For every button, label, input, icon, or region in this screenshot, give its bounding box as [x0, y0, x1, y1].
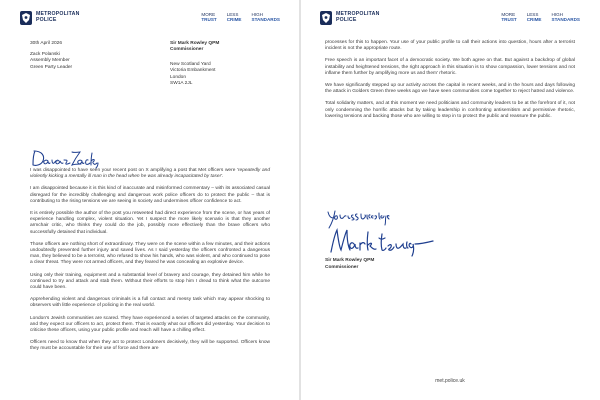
paragraph: London's Jewish communities are scared. They have experienced a series of targeted attacks on the community, and they expect our officers to act, protect them. That is exactly what our officers did yesterday. Your decision to criticise these officers, using your public profile and reach will have a chilling effect. — [30, 315, 270, 334]
motto: LESS CRIME — [226, 12, 242, 22]
paragraph: Apprehending violent and dangerous criminals is a full contact and messy task which may appear shocking to observers with little experience of policing in the real world. — [30, 297, 270, 309]
sender-address: New Scotland Yard Victoria Embankment London SW1A 2JL — [170, 62, 216, 87]
motto: MORE TRUST — [201, 12, 217, 22]
paragraph: Those officers are nothing short of extraordinary. They were on the scene within a few minutes, and their actions undoubtedly prevented further injury and saved lives. As I said yesterday the officers confronted a dangerous man, they believed to be a terrorist, who refused to show his hands, who was violent, and who continued to pose a clear threat. They were not armed officers, and they feared he was concealing an explosive device. — [30, 241, 270, 266]
motto: HIGH STANDARDS — [551, 12, 580, 22]
paragraph: Using only their training, equipment and a substantial level of bravery and courage, they detained him while he continued to try and attack and stab them. Without their efforts to stop him I dread to think what the outcome could have been. — [30, 272, 270, 291]
letter-page-2 — [300, 0, 600, 400]
paragraph: I was disappointed to have seen your recent post on X amplifying a post that Met officers were 'repeatedly and violently kicking a mentally ill man in the head when he was already incapacitated by taser'. — [30, 168, 270, 180]
brand-mottos — [491, 12, 580, 22]
sender-block — [170, 41, 280, 54]
paragraph: We have significantly stepped up our activity across the capital in recent weeks, and in the hours and days following the attack in Golders Green three weeks ago we have seen communities come together to reject hatred and violence. — [325, 83, 575, 95]
crest-icon — [320, 11, 332, 25]
motto: HIGH STANDARDS — [251, 12, 280, 22]
motto: MORE TRUST — [501, 12, 517, 22]
paragraph: Free speech is an important facet of a democratic society. We both agree on that. But against a backdrop of global instability and heightened tensions, the right approach in this situation is to show compassion, lower tensions and not inflame them further by amplifying more us and them' rhetoric. — [325, 58, 575, 76]
paragraph: It is entirely possible the author of the post you retweeted had direct experience from the scene, or has years of experience handling complex, violent situation. Yet I suspect the more likely scenario is that they another armchair critic, who thinks they could do the job, possibly more effectively than the brave officers who successfully detained that individual. — [30, 211, 270, 235]
recipient-role: Green Party Leader — [30, 64, 73, 70]
met-police-logo — [320, 10, 380, 26]
brand-name: METROPOLITAN POLICE — [36, 11, 80, 23]
page-2-body-wrapper — [300, 36, 600, 216]
letterhead — [20, 10, 280, 26]
letterhead — [320, 10, 580, 26]
crest-icon — [20, 11, 32, 25]
motto: LESS CRIME — [526, 12, 542, 22]
signatory-name: Sir Mark Rowley QPM — [325, 258, 375, 263]
sender-name: Sir Mark Rowley QPM — [170, 41, 220, 46]
footer-url: met.police.uk — [435, 378, 465, 384]
recipient-block — [30, 52, 140, 71]
recipient-role: Assembly Member — [30, 58, 70, 64]
handwritten-signature — [325, 208, 435, 258]
letter-date: 30th April 2026 — [30, 41, 63, 46]
brand-mottos — [191, 12, 280, 22]
letter-body-page-2 — [325, 40, 575, 126]
paragraph: Total solidarity matters, and at this moment we need politicians and community leaders to be at the forefront of it, not only condemning the horrific attacks but by taking leadership in confronting antisemitism and permissive rhetoric, lowering tensions and backing those who are willing to step in to protect the public and reassure the public. — [325, 101, 575, 119]
signatory-title: Commissioner — [325, 265, 359, 270]
sender-title: Commissioner — [170, 47, 204, 53]
met-police-logo — [20, 10, 80, 26]
brand-name: METROPOLITAN POLICE — [336, 11, 380, 23]
recipient-name: Zack Polanski — [30, 52, 60, 57]
paragraph: Officers need to know that when they act to protect Londoners decisively, they will be supported. Officers know they must be accountable for their use of force and there are — [30, 340, 270, 352]
letter-body-page-1 — [30, 168, 270, 359]
paragraph: I am disappointed because it is this kind of inaccurate and misinformed commentary – with its associated casual disregard for the incredibly challenging and dangerous work police officers do to protect the public – that is contributing to the rising tensions we are seeing in society and undermines officer confidence to act. — [30, 186, 270, 204]
paragraph: processes for this to happen. Your use of your public profile to call their actions into question, hours after a terrorist incident is not the appropriate route. — [325, 40, 575, 52]
